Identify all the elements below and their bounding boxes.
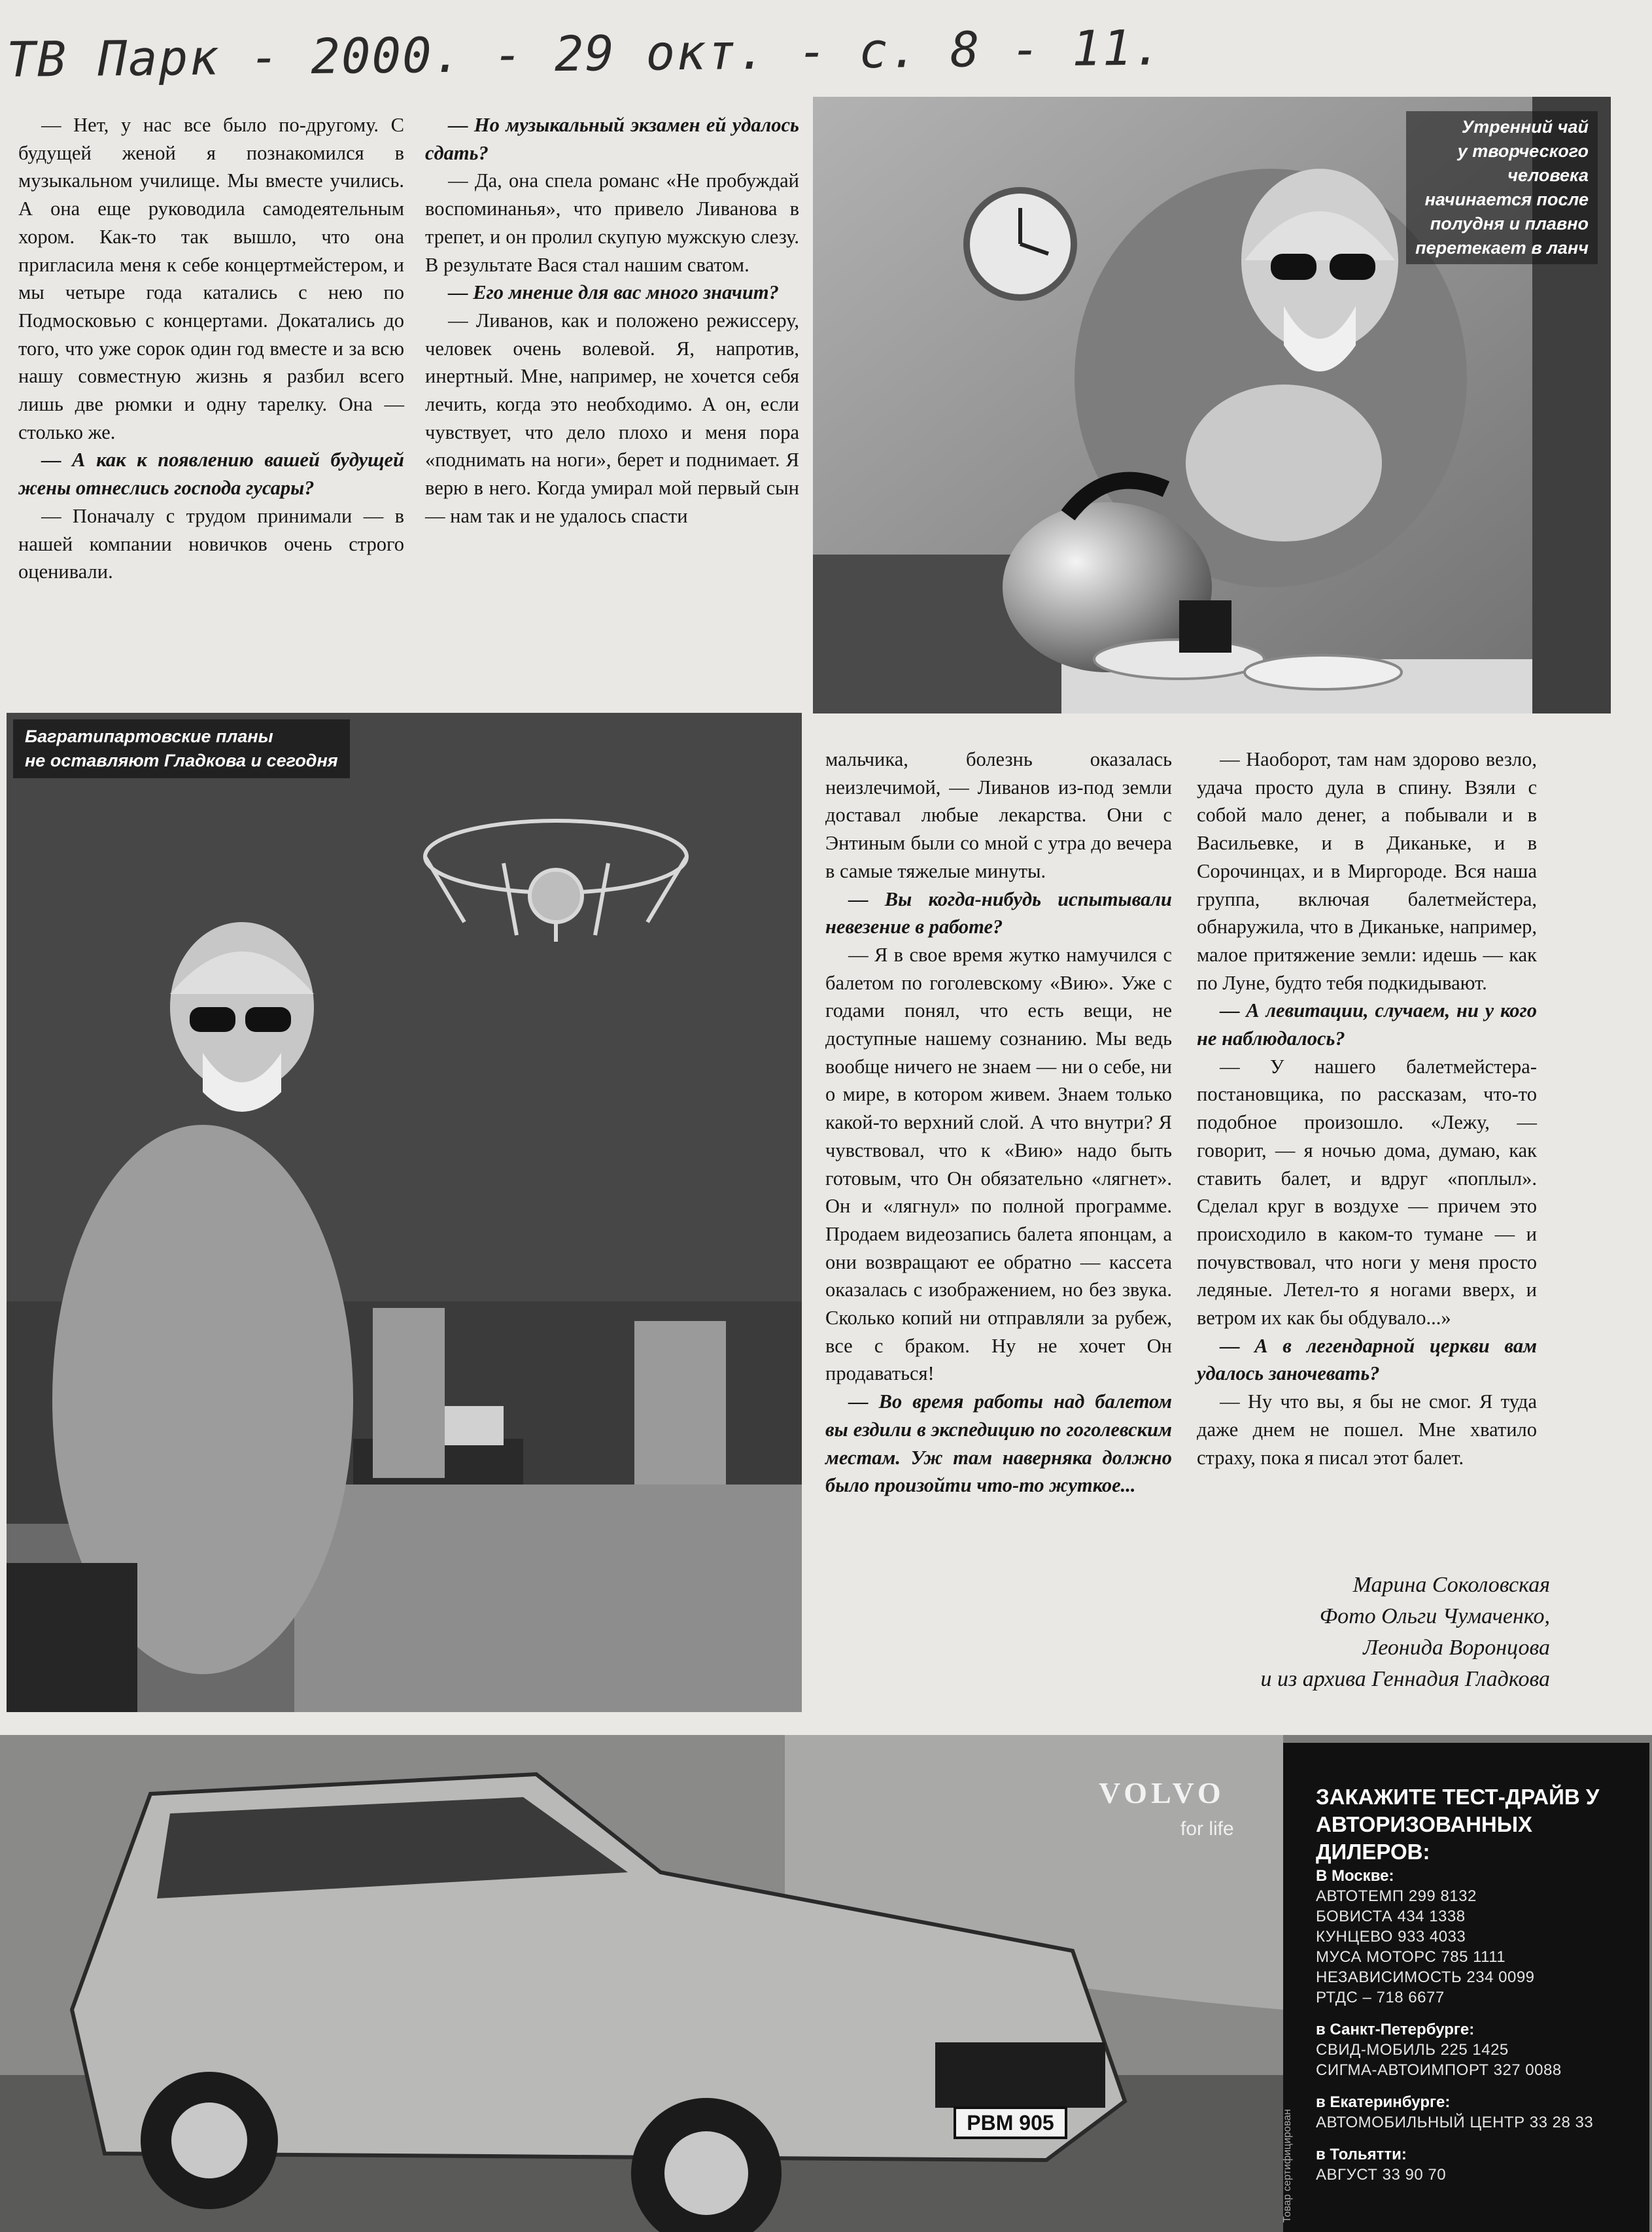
interviewer-question: — Вы когда-нибудь испытывали невезение в работе? xyxy=(825,887,1172,938)
interviewer-question: — А в легендарной церкви вам удалось заночевать? xyxy=(1197,1334,1537,1385)
volvo-slogan: for life xyxy=(1180,1818,1234,1840)
interview-answer: — Ливанов, как и положено режиссеру, человек очень волевой. Я, напротив, инертный. Мне, например, не хочется себя лечить, когда это необходимо. А он, если чувствует, что дело плохо и меня пора «поднимать на ноги», берет и поднимает. Я верю в него. Когда умирал мой первый сын — нам так и не удалось спасти xyxy=(425,309,799,527)
photo-man-at-table xyxy=(7,713,802,1712)
photo-tea-pouring xyxy=(813,97,1611,713)
interviewer-question: — Во время работы над балетом вы ездили в экспедицию по гоголевским местам. Уж там наверняка должно было произойти что-то жуткое... xyxy=(825,1390,1172,1497)
dealer-entry: АВГУСТ 33 90 70 xyxy=(1316,2166,1447,2184)
dealer-list xyxy=(1316,1854,1593,2185)
interviewer-question: — Но музыкальный экзамен ей удалось сдать? xyxy=(425,114,799,164)
article-column-1 xyxy=(18,111,404,586)
interview-answer: — Наоборот, там нам здорово везло, удача просто дула в спину. Взяли с собой мало денег, а побывали и в Васильевке, и в Диканьке, и в Сорочинцах, и в Миргороде. Вся наша группа, включая балетмейстера, обнаружила, что в Диканьке, например, малое притяжение земли: идешь — как по Луне, будто тебя подкидывают. xyxy=(1197,748,1537,994)
interviewer-question: — Его мнение для вас много значит? xyxy=(448,281,779,304)
interviewer-question: — А левитации, случаем, ни у кого не наблюдалось? xyxy=(1197,999,1537,1050)
interview-answer: — Я в свое время жутко намучился с балетом по гоголевскому «Вию». Уже с годами понял, что есть вещи, не доступные нашему сознанию. Мы ведь вообще ничего не знаем — ни о себе, ни о мире, в котором живем. Знаем только какой-то верхний слой. А что внутри? Я чувствовал, что к «Вию» надо быть готовым, что Он обязательно «лягнет». Он и «лягнул» по полной программе. Продаем видеозапись балета японцам, а они возвращают ее обратно — кассета оказалась с изображением, но без звука. Сколько копий ни отправляли за рубеж, все с браком. Ну не хочет Он продаваться! xyxy=(825,943,1172,1385)
interview-answer: — У нашего балетмейстера-постановщика, по рассказам, что-то подобное произошло. «Лежу, — говорит, — я ночью дома, думаю, как ставить балет, и вдруг «поплыл». Сделал круг в воздухе — причем это происходило в каком-то тумане — и почувствовал, что ноги у меня просто ледяные. Летел-то я ногами вверх, и ветром их как бы обдувало...» xyxy=(1197,1055,1537,1330)
license-plate: PBM 905 xyxy=(967,2111,1054,2135)
dealer-entry: СИГМА-АВТОИМПОРТ 327 0088 xyxy=(1316,2061,1562,2079)
article-column-3 xyxy=(825,746,1172,1500)
dealer-entry: БОВИСТА 434 1338 xyxy=(1316,1908,1466,1925)
dealer-entry: РТДС – 718 6677 xyxy=(1316,1989,1445,2006)
interview-answer: — Да, она спела романс «Не пробуждай воспоминанья», что привело Ливанова в трепет, и он пролил скупую мужскую слезу. В результате Вася стал нашим сватом. xyxy=(425,169,799,276)
photo-caption-top: Утренний чай у творческого человека начинается после полудня и плавно перетекает в ланч xyxy=(1406,111,1598,264)
handwritten-reference-note: ТВ Парк - 2000. - 29 окт. - с. 8 - 11. xyxy=(6,20,1164,88)
certification-note: Товар сертифицирован xyxy=(1282,2109,1293,2223)
city-heading: в Санкт-Петербурге: xyxy=(1316,2021,1475,2038)
dealer-contact-panel xyxy=(1283,1743,1649,2232)
interview-answer: мальчика, болезнь оказалась неизлечимой, — Ливанов из-под земли доставал любые лекарства. Они с Энтиным были со мной с утра до вечера в самые тяжелые минуты. xyxy=(825,748,1172,882)
car-photo-illustration xyxy=(0,1735,1283,2232)
article-signoff: Марина Соколовская Фото Ольги Чумаченко, Леонида Воронцова и из архива Геннадия Гладкова xyxy=(1260,1573,1550,1691)
interview-answer: — Поначалу с трудом принимали — в нашей компании новичков очень строго оценивали. xyxy=(18,504,404,583)
city-heading: в Тольятти: xyxy=(1316,2146,1407,2163)
volvo-logo: VOLVO xyxy=(1099,1776,1225,1810)
city-heading: В Москве: xyxy=(1316,1867,1394,1885)
dealer-entry: КУНЦЕВО 933 4033 xyxy=(1316,1928,1466,1946)
article-column-2 xyxy=(425,111,799,530)
dealer-entry: АВТОТЕМП 299 8132 xyxy=(1316,1887,1477,1905)
photo-caption-left: Багратипартовские планы не оставляют Гладкова и сегодня xyxy=(13,719,350,778)
interview-answer: — Ну что вы, я бы не смог. Я туда даже днем не пошел. Мне хватило страху, пока я писал этот балет. xyxy=(1197,1390,1537,1469)
dealer-entry: СВИД-МОБИЛЬ 225 1425 xyxy=(1316,2041,1509,2059)
dealer-entry: АВТОМОБИЛЬНЫЙ ЦЕНТР 33 28 33 xyxy=(1316,2114,1594,2131)
wall-clock-icon xyxy=(967,190,1074,298)
interviewer-question: — А как к появлению вашей будущей жены отнеслись господа гусары? xyxy=(18,449,404,500)
article-column-4 xyxy=(1197,746,1537,1471)
city-heading: в Екатеринбурге: xyxy=(1316,2093,1451,2111)
interview-answer: — Нет, у нас все было по-другому. С будущей женой я познакомился в музыкальном училище. Мы вместе учились. А она еще руководила самодеятельным хором. Как-то так вышло, что она пригласила меня к себе концертмейстером, и мы четыре года катались с нею по Подмосковью с концертами. Докатались до того, что уже сорок один год вместе и за всю нашу совместную жизнь я разбил всего лишь две рюмки и одну тарелку. Она — столько же. xyxy=(18,114,404,443)
dealer-entry: НЕЗАВИСИМОСТЬ 234 0099 xyxy=(1316,1968,1535,1986)
test-drive-headline: ЗАКАЖИТЕ ТЕСТ-ДРАЙВ У АВТОРИЗОВАННЫХ ДИЛЕРОВ: xyxy=(1316,1785,1600,1864)
dealer-entry: МУСА МОТОРС 785 1111 xyxy=(1316,1948,1506,1966)
dining-room-illustration xyxy=(7,713,802,1712)
